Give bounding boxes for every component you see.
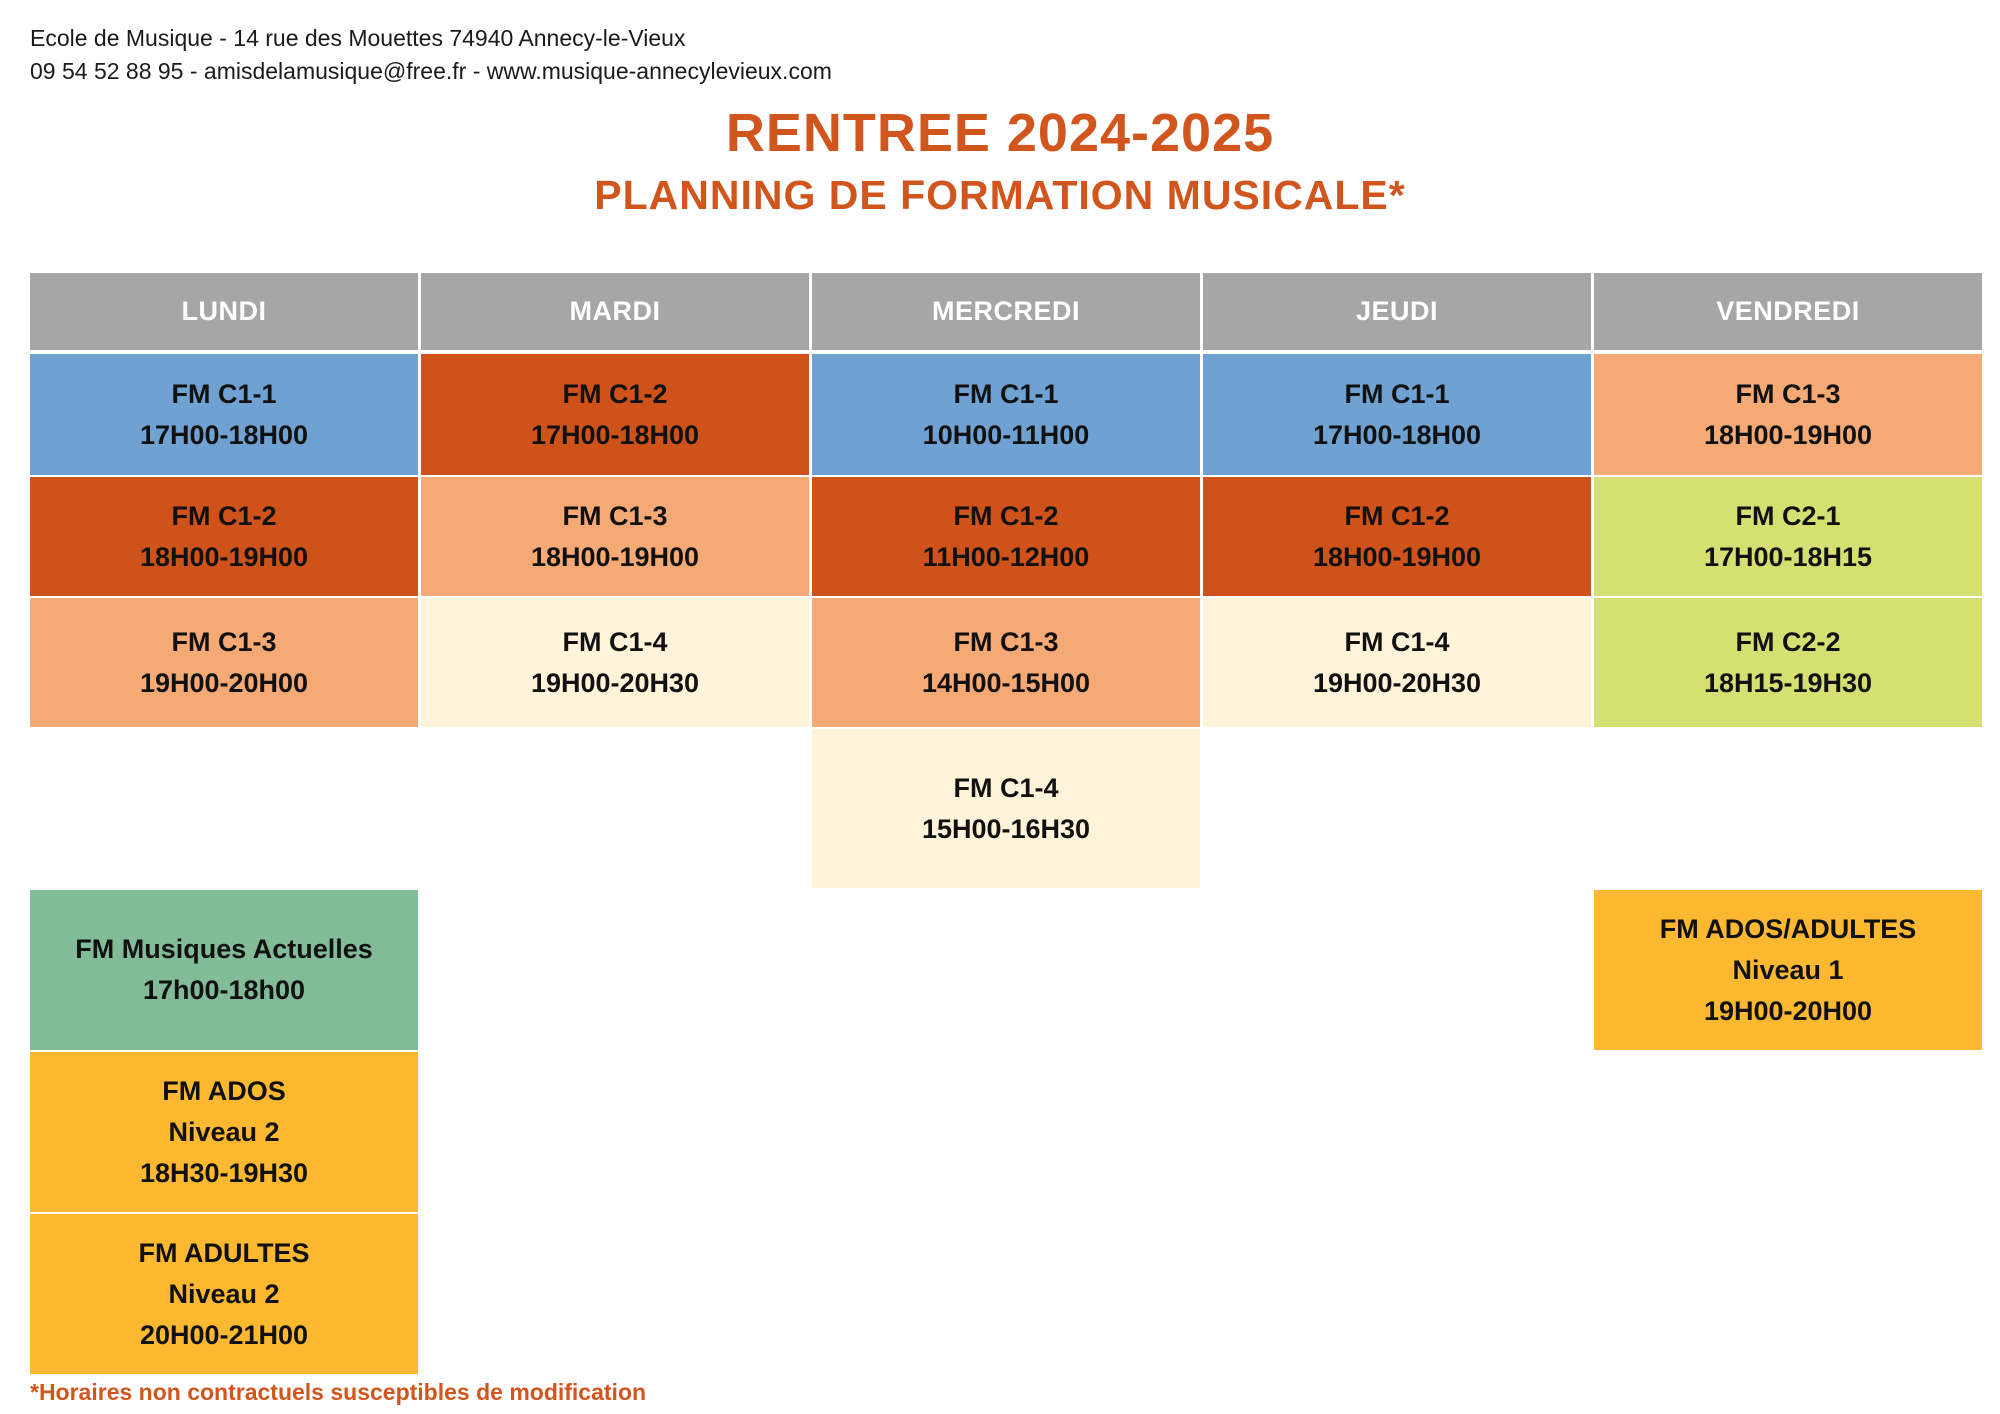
course-slot bbox=[30, 477, 418, 596]
course-time: 18H30-19H30 bbox=[139, 1157, 309, 1188]
day-header-lundi: LUNDI bbox=[30, 273, 418, 350]
course-time: 19H00-20H30 bbox=[530, 667, 700, 698]
course-slot bbox=[421, 598, 809, 727]
course-name: FM C1-3 bbox=[953, 626, 1059, 657]
course-name: FM C1-3 bbox=[562, 500, 668, 531]
course-slot bbox=[421, 354, 809, 475]
school-contact bbox=[30, 22, 832, 88]
day-header-jeudi: JEUDI bbox=[1203, 273, 1591, 350]
course-slot bbox=[812, 598, 1200, 727]
course-slot bbox=[812, 729, 1200, 888]
course-name: FM ADOS/ADULTES bbox=[1659, 913, 1917, 944]
course-name: FM C1-4 bbox=[1344, 626, 1450, 657]
course-time: 17H00-18H00 bbox=[139, 419, 309, 450]
course-level: Niveau 1 bbox=[1732, 954, 1844, 985]
course-time: 11H00-12H00 bbox=[922, 541, 1090, 572]
course-slot bbox=[1594, 477, 1982, 596]
course-slot bbox=[30, 354, 418, 475]
course-name: FM C1-2 bbox=[953, 500, 1059, 531]
course-name: FM ADOS bbox=[162, 1075, 286, 1106]
course-name: FM C1-1 bbox=[171, 378, 277, 409]
course-time: 10H00-11H00 bbox=[922, 419, 1090, 450]
course-name: FM C1-1 bbox=[1344, 378, 1450, 409]
course-slot bbox=[812, 354, 1200, 475]
course-level: Niveau 2 bbox=[168, 1116, 280, 1147]
course-time: 17H00-18H15 bbox=[1703, 541, 1873, 572]
course-slot bbox=[1203, 354, 1591, 475]
course-name: FM C1-3 bbox=[171, 626, 277, 657]
course-time: 18H00-19H00 bbox=[1703, 419, 1873, 450]
course-name: FM C1-2 bbox=[562, 378, 668, 409]
course-time: 19H00-20H00 bbox=[1703, 995, 1873, 1026]
school-address: Ecole de Musique - 14 rue des Mouettes 74940 Annecy-le-Vieux bbox=[30, 25, 686, 51]
course-slot bbox=[1594, 890, 1982, 1050]
course-slot bbox=[1203, 477, 1591, 596]
course-slot bbox=[812, 477, 1200, 596]
course-slot bbox=[421, 477, 809, 596]
course-time: 20H00-21H00 bbox=[139, 1319, 309, 1350]
course-name: FM C1-3 bbox=[1735, 378, 1841, 409]
course-slot bbox=[30, 598, 418, 727]
course-time: 19H00-20H00 bbox=[139, 667, 309, 698]
course-time: 18H00-19H00 bbox=[530, 541, 700, 572]
course-slot bbox=[1203, 598, 1591, 727]
page-subtitle: PLANNING DE FORMATION MUSICALE* bbox=[594, 172, 1406, 218]
course-name: FM Musiques Actuelles bbox=[75, 934, 373, 964]
course-slot bbox=[1594, 354, 1982, 475]
course-time: 17H00-18H00 bbox=[530, 419, 700, 450]
course-time: 18H15-19H30 bbox=[1703, 667, 1873, 698]
course-name: FM C2-2 bbox=[1735, 626, 1841, 657]
course-time: 18H00-19H00 bbox=[139, 541, 309, 572]
course-name: FM C1-1 bbox=[953, 378, 1059, 409]
course-name: FM ADULTES bbox=[138, 1237, 310, 1268]
school-phone-email-web: 09 54 52 88 95 - amisdelamusique@free.fr - www.musique-annecylevieux.com bbox=[30, 58, 832, 84]
course-name: FM C2-1 bbox=[1735, 500, 1841, 531]
course-slot bbox=[30, 1214, 418, 1374]
page-title: RENTREE 2024-2025 bbox=[725, 103, 1275, 163]
course-time: 14H00-15H00 bbox=[921, 667, 1091, 698]
course-name: FM C1-4 bbox=[953, 772, 1059, 803]
course-level: Niveau 2 bbox=[168, 1278, 280, 1309]
course-time: 19H00-20H30 bbox=[1312, 667, 1482, 698]
course-slot bbox=[30, 890, 418, 1050]
footnote: *Horaires non contractuels susceptibles de modification bbox=[30, 1379, 647, 1405]
day-header-vendredi: VENDREDI bbox=[1594, 273, 1982, 350]
course-name: FM C1-2 bbox=[1344, 500, 1450, 531]
course-time: 15H00-16H30 bbox=[921, 813, 1091, 844]
course-slot bbox=[1594, 598, 1982, 727]
course-time: 18H00-19H00 bbox=[1312, 541, 1482, 572]
course-name: FM C1-4 bbox=[562, 626, 668, 657]
day-header-mercredi: MERCREDI bbox=[812, 273, 1200, 350]
course-time: 17H00-18H00 bbox=[1312, 419, 1482, 450]
course-slot bbox=[30, 1052, 418, 1212]
course-name: FM C1-2 bbox=[171, 500, 277, 531]
day-header-mardi: MARDI bbox=[421, 273, 809, 350]
course-time: 17h00-18h00 bbox=[142, 975, 306, 1005]
